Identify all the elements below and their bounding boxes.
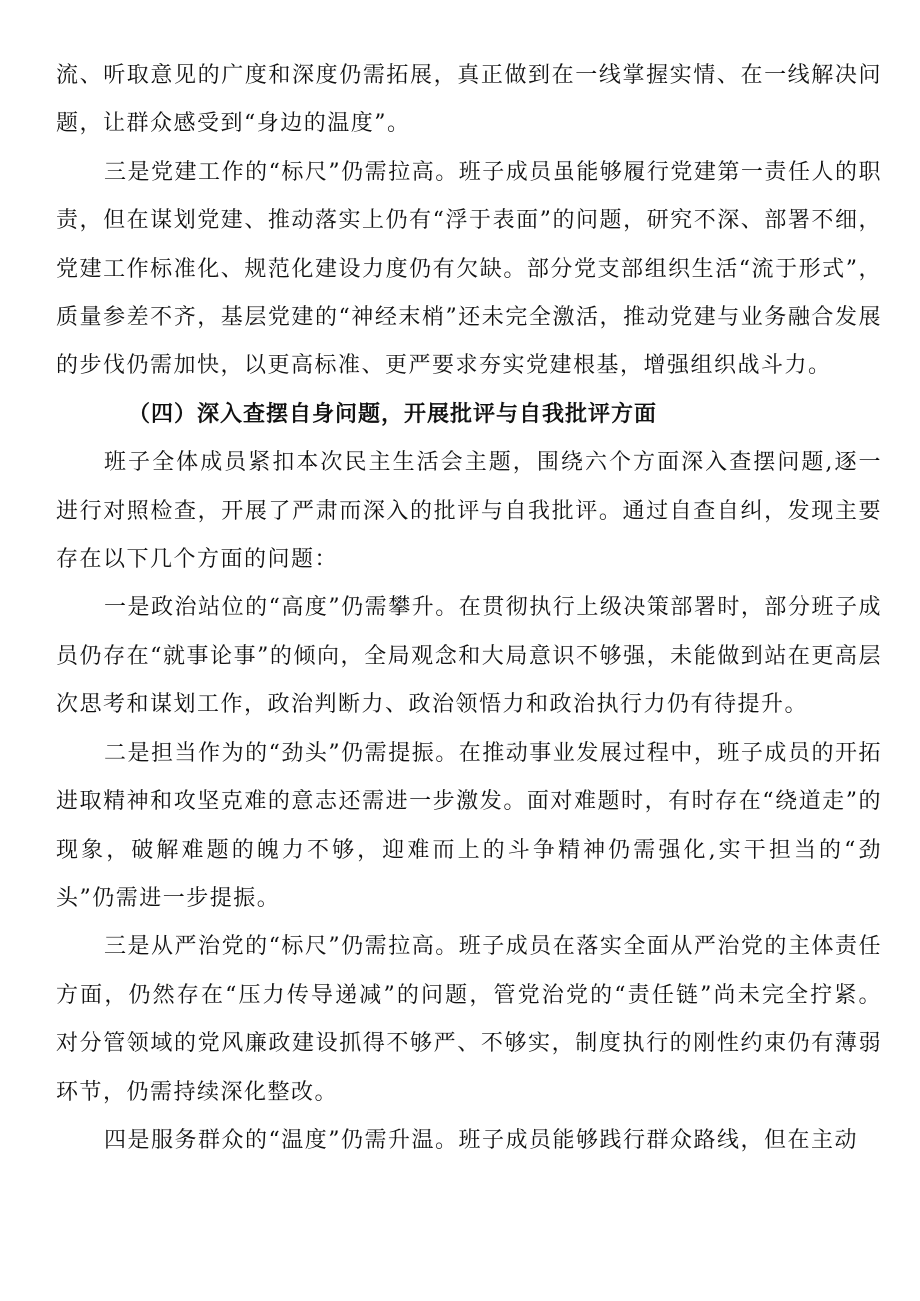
paragraph-continuation: 流、听取意见的广度和深度仍需拓展，真正做到在一线掌握实情、在一线解决问题，让群众感受到“身边的温度”。 — [56, 63, 882, 137]
section-heading-self-criticism: （四）深入查摆自身问题，开展批评与自我批评方面 — [128, 401, 658, 427]
paragraph-political-stance: 一是政治站位的“高度”仍需攀升。在贯彻执行上级决策部署时，部分班子成员仍存在“就事论事”的倾向，全局观念和大局意识不够强，未能做到站在更高层次思考和谋划工作，政治判断力、政治领悟力和政治执行力仍有待提升。 — [56, 595, 882, 718]
paragraph-serving-masses: 四是服务群众的“温度”仍需升温。班子成员能够践行群众路线，但在主动 — [104, 1127, 858, 1153]
paragraph-party-building-standard: 三是党建工作的“标尺”仍需拉高。班子成员虽能够履行党建第一责任人的职责，但在谋划党建、推动落实上仍有“浮于表面”的问题，研究不深、部署不细，党建工作标准化、规范化建设力度仍有欠缺。部分党支部组织生活“流于形式”，质量参差不齐，基层党建的“神经末梢”还未完全激活，推动党建与业务融合发展的步伐仍需加快，以更高标准、更严要求夯实党建根基，增强组织战斗力。 — [56, 159, 882, 379]
paragraph-intro-self-criticism: 班子全体成员紧扣本次民主生活会主题，围绕六个方面深入查摆问题,逐一进行对照检查，开展了严肃而深入的批评与自我批评。通过自查自纠，发现主要存在以下几个方面的问题： — [56, 450, 882, 573]
document-body — [56, 52, 882, 1165]
paragraph-responsibility-drive: 二是担当作为的“劲头”仍需提振。在推动事业发展过程中，班子成员的开拓进取精神和攻坚克难的意志还需进一步激发。面对难题时，有时存在“绕道走”的现象，破解难题的魄力不够，迎难而上的斗争精神仍需强化,实干担当的“劲头”仍需进一步提振。 — [56, 740, 882, 911]
paragraph-strict-governance: 三是从严治党的“标尺”仍需拉高。班子成员在落实全面从严治党的主体责任方面，仍然存在“压力传导递减”的问题，管党治党的“责任链”尚未完全拧紧。对分管领域的党风廉政建设抓得不够严、不够实，制度执行的刚性约束仍有薄弱环节，仍需持续深化整改。 — [56, 934, 882, 1105]
